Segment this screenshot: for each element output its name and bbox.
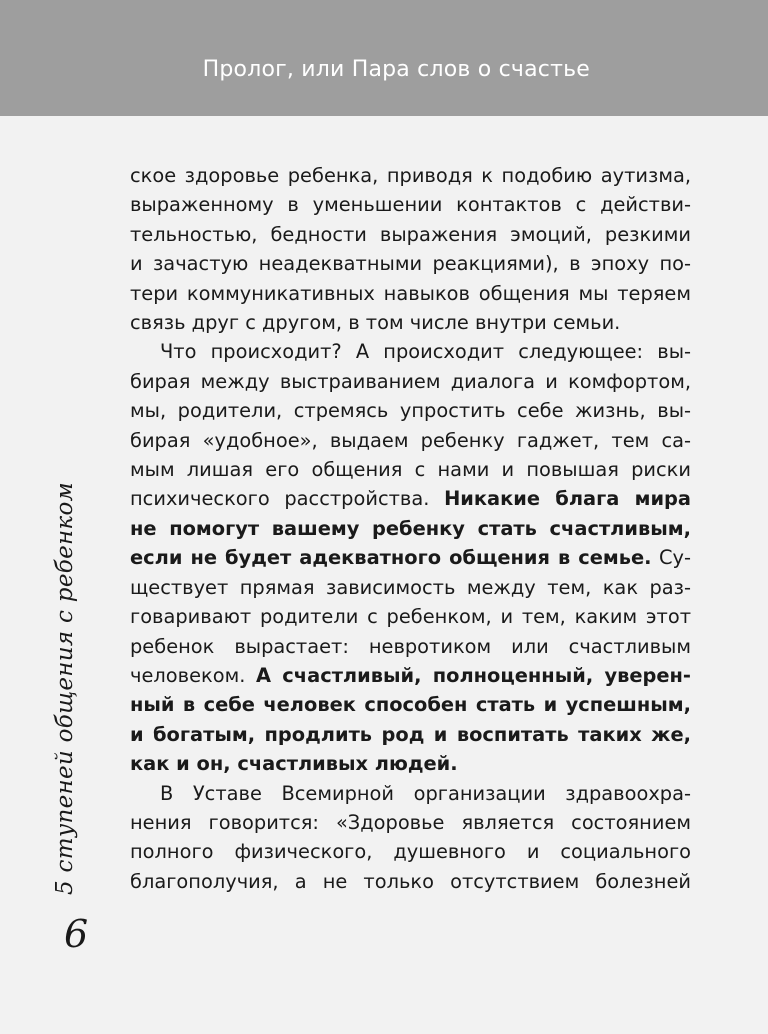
- bold-text: если не будет адекватного общения в семье.: [130, 546, 652, 570]
- text-line-bold: не помогут вашему ребенку стать счастливым,: [130, 516, 691, 540]
- text-line: тельностью, бедности выражения эмоций, резкими: [130, 222, 691, 246]
- text-line: нения говорится: «Здоровье является состоянием: [130, 810, 691, 834]
- bold-text: Никакие блага мира: [444, 487, 691, 511]
- text-line: Что происходит? А происходит следующее: вы-: [160, 340, 691, 364]
- text-line: связь друг с другом, в том числе внутри семьи.: [130, 311, 621, 335]
- paragraph: [130, 337, 691, 778]
- text-line-bold: ный в себе человек способен стать и успешным,: [130, 693, 691, 717]
- text-line: мым лишая его общения с нами и повышая риски: [130, 458, 691, 482]
- text-line: если не будет адекватного общения в семье. Су-: [130, 546, 691, 570]
- body-text: [130, 161, 691, 896]
- text-line: мы, родители, стремясь упростить себе жизнь, вы-: [130, 399, 691, 423]
- running-header-title: Пролог, или Пара слов о счастье: [202, 57, 590, 82]
- text-line: ществует прямая зависимость между тем, как раз-: [130, 575, 691, 599]
- text-line: ское здоровье ребенка, приводя к подобию аутизма,: [130, 164, 691, 187]
- text-line: В Уставе Всемирной организации здравоохра-: [160, 781, 691, 805]
- paragraph: [130, 779, 691, 897]
- text-line: благополучия, а не только отсутствием болезней: [130, 869, 691, 893]
- text-line: говаривают родители с ребенком, и тем, каким этот: [130, 605, 691, 629]
- text-line: бирая между выстраиванием диалога и комфортом,: [130, 369, 691, 393]
- page-number: 6: [64, 912, 89, 956]
- text-line: бирая «удобное», выдаем ребенку гаджет, тем са-: [130, 428, 691, 452]
- text-line-bold: и богатым, продлить род и воспитать таких же,: [130, 722, 691, 746]
- header-band: [0, 0, 768, 116]
- text-line: и зачастую неадекватными реакциями), в эпоху по-: [130, 252, 691, 276]
- text-line: ребенок вырастает: невротиком или счастливым: [130, 634, 691, 658]
- text-line-bold: как и он, счастливых людей.: [130, 752, 458, 776]
- text-line: психического расстройства. Никакие блага мира: [130, 487, 691, 511]
- text-line: полного физического, душевного и социального: [130, 840, 691, 864]
- text-line: выраженному в уменьшении контактов с действи-: [130, 193, 691, 217]
- text-line: человеком. А счастливый, полноценный, уверен-: [130, 663, 691, 687]
- paragraph: [130, 161, 691, 337]
- bold-text: А счастливый, полноценный, уверен-: [256, 663, 691, 687]
- text-line: тери коммуникативных навыков общения мы теряем: [130, 281, 691, 305]
- book-title-vertical: 5 ступеней общения с ребенком: [52, 482, 78, 895]
